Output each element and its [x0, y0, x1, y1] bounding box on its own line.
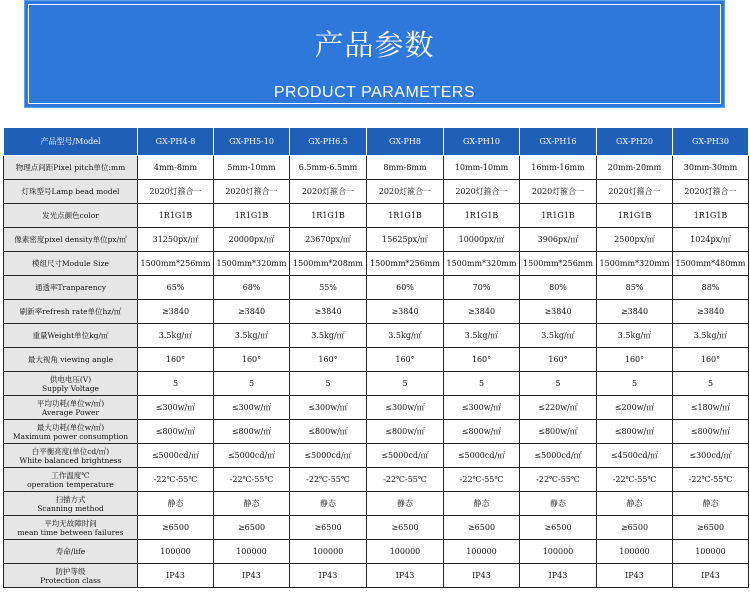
- value-cell: ≤800w/㎡: [597, 420, 673, 444]
- table-row: [4, 276, 749, 300]
- value-cell: 静态: [138, 492, 214, 516]
- row-label-line: White balanced brightness: [19, 455, 122, 465]
- value-cell: 1R1G1B: [673, 204, 749, 228]
- row-label-cell: [4, 300, 138, 324]
- value-cell: 5: [444, 372, 520, 396]
- value-cell: IP43: [673, 564, 749, 588]
- row-label-cell: [4, 372, 138, 396]
- value-cell: 31250px/㎡: [138, 228, 214, 252]
- value-cell: ≤800w/㎡: [138, 420, 214, 444]
- value-cell: ≤300w/㎡: [138, 396, 214, 420]
- value-cell: 1R1G1B: [520, 204, 597, 228]
- parameters-table-wrapper: [3, 127, 748, 599]
- row-label-line: 平均功耗(单位w/㎡): [36, 398, 105, 408]
- row-label-cell: [4, 420, 138, 444]
- value-cell: ≥3840: [444, 300, 520, 324]
- value-cell: ≥6500: [214, 516, 290, 540]
- value-cell: ≤5000cd/㎡: [138, 444, 214, 468]
- value-cell: -22℃-55℃: [367, 468, 444, 492]
- value-cell: IP43: [520, 564, 597, 588]
- value-cell: 55%: [290, 276, 367, 300]
- value-cell: 3.5kg/㎡: [367, 324, 444, 348]
- parameters-table: [3, 127, 749, 588]
- model-header: GX-PH6.5: [290, 128, 367, 156]
- value-cell: ≤220w/㎡: [520, 396, 597, 420]
- value-cell: ≤4500cd/㎡: [597, 444, 673, 468]
- row-label-line: mean time between failures: [17, 527, 124, 537]
- value-cell: IP43: [290, 564, 367, 588]
- value-cell: -22℃-55℃: [444, 468, 520, 492]
- value-cell: 10mm-10mm: [444, 156, 520, 180]
- value-cell: 2500px/㎡: [597, 228, 673, 252]
- value-cell: 68%: [214, 276, 290, 300]
- table-row: [4, 492, 749, 516]
- value-cell: 5: [367, 372, 444, 396]
- table-row: [4, 372, 749, 396]
- table-row: [4, 420, 749, 444]
- value-cell: 静态: [290, 492, 367, 516]
- value-cell: 2020灯箍合一: [367, 180, 444, 204]
- value-cell: 1500mm*256mm: [367, 252, 444, 276]
- value-cell: 30mm-30mm: [673, 156, 749, 180]
- value-cell: 3.5kg/㎡: [214, 324, 290, 348]
- value-cell: 1500mm*320mm: [214, 252, 290, 276]
- value-cell: 静态: [444, 492, 520, 516]
- value-cell: ≥3840: [673, 300, 749, 324]
- value-cell: 100000: [597, 540, 673, 564]
- value-cell: 2020灯箍合一: [673, 180, 749, 204]
- value-cell: 6.5mm-6.5mm: [290, 156, 367, 180]
- row-label-cell: [4, 444, 138, 468]
- value-cell: 100000: [367, 540, 444, 564]
- value-cell: 静态: [673, 492, 749, 516]
- value-cell: 20mm-20mm: [597, 156, 673, 180]
- value-cell: 3.5kg/㎡: [673, 324, 749, 348]
- value-cell: ≤300w/㎡: [290, 396, 367, 420]
- value-cell: 2020灯箍合一: [444, 180, 520, 204]
- row-label-cell: [4, 228, 138, 252]
- row-label-line: 最大功耗(单位w/㎡): [36, 422, 105, 432]
- value-cell: 23670px/㎡: [290, 228, 367, 252]
- row-label-cell: [4, 324, 138, 348]
- value-cell: ≤5000cd/㎡: [367, 444, 444, 468]
- value-cell: -22℃-55℃: [597, 468, 673, 492]
- value-cell: ≥3840: [367, 300, 444, 324]
- value-cell: ≤300cd/㎡: [673, 444, 749, 468]
- row-label-line: 发光点颜色color: [42, 211, 99, 220]
- model-header: GX-PH30: [673, 128, 749, 156]
- row-label-line: 寿命/life: [55, 547, 86, 556]
- value-cell: 60%: [367, 276, 444, 300]
- value-cell: 8mm-8mm: [367, 156, 444, 180]
- table-row: [4, 180, 749, 204]
- value-cell: 1500mm*256mm: [138, 252, 214, 276]
- value-cell: 2020灯箍合一: [597, 180, 673, 204]
- value-cell: ≤800w/㎡: [214, 420, 290, 444]
- value-cell: 160°: [673, 348, 749, 372]
- row-label-line: 模组尺寸Module Size: [32, 259, 109, 268]
- table-header-row: [4, 128, 749, 156]
- value-cell: 1R1G1B: [290, 204, 367, 228]
- value-cell: -22℃-55℃: [673, 468, 749, 492]
- value-cell: -22℃-55℃: [520, 468, 597, 492]
- row-label-line: 物理点间距Pixel pitch单位:mm: [15, 163, 126, 172]
- table-body: [4, 156, 749, 588]
- value-cell: 100000: [214, 540, 290, 564]
- value-cell: -22℃-55℃: [138, 468, 214, 492]
- value-cell: 1R1G1B: [214, 204, 290, 228]
- row-label-line: 平均无故障时间: [44, 518, 97, 528]
- row-label-line: 像素密度pixel density单位px/㎡: [14, 235, 127, 244]
- value-cell: 100000: [138, 540, 214, 564]
- value-cell: IP43: [597, 564, 673, 588]
- value-cell: ≥3840: [214, 300, 290, 324]
- table-row: [4, 324, 749, 348]
- value-cell: ≤5000cd/㎡: [520, 444, 597, 468]
- value-cell: 5: [138, 372, 214, 396]
- row-label-cell: [4, 564, 138, 588]
- value-cell: ≤800w/㎡: [290, 420, 367, 444]
- value-cell: -22℃-55℃: [214, 468, 290, 492]
- value-cell: ≥6500: [290, 516, 367, 540]
- value-cell: 1500mm*208mm: [290, 252, 367, 276]
- value-cell: ≤800w/㎡: [367, 420, 444, 444]
- value-cell: 5: [290, 372, 367, 396]
- row-label-line: 通透率Tranparency: [35, 283, 106, 292]
- row-label-cell: [4, 276, 138, 300]
- value-cell: -22℃-55℃: [290, 468, 367, 492]
- value-cell: ≤300w/㎡: [444, 396, 520, 420]
- row-label-line: 白平衡亮度(单位cd/㎡): [31, 446, 110, 456]
- value-cell: 2020灯箍合一: [290, 180, 367, 204]
- row-label-cell: [4, 204, 138, 228]
- value-cell: 3.5kg/㎡: [290, 324, 367, 348]
- model-header: GX-PH4-8: [138, 128, 214, 156]
- row-label-cell: [4, 516, 138, 540]
- value-cell: ≥6500: [520, 516, 597, 540]
- value-cell: 100000: [290, 540, 367, 564]
- row-label-line: operation temperature: [27, 479, 114, 489]
- value-cell: IP43: [214, 564, 290, 588]
- table-row: [4, 252, 749, 276]
- value-cell: 3.5kg/㎡: [597, 324, 673, 348]
- value-cell: 静态: [214, 492, 290, 516]
- table-row: [4, 228, 749, 252]
- value-cell: 4mm-8mm: [138, 156, 214, 180]
- model-header: GX-PH16: [520, 128, 597, 156]
- value-cell: ≤200w/㎡: [597, 396, 673, 420]
- row-label-cell: [4, 540, 138, 564]
- value-cell: 160°: [214, 348, 290, 372]
- value-cell: 3906px/㎡: [520, 228, 597, 252]
- row-label-line: Average Power: [41, 407, 100, 417]
- value-cell: ≤180w/㎡: [673, 396, 749, 420]
- row-label-line: 扫描方式: [55, 494, 86, 504]
- value-cell: 3.5kg/㎡: [444, 324, 520, 348]
- value-cell: 2020灯箍合一: [214, 180, 290, 204]
- row-label-cell: [4, 468, 138, 492]
- value-cell: 2020灯箍合一: [520, 180, 597, 204]
- value-cell: 3.5kg/㎡: [138, 324, 214, 348]
- value-cell: 5: [520, 372, 597, 396]
- row-label-line: Protection class: [40, 575, 101, 585]
- value-cell: 100000: [444, 540, 520, 564]
- value-cell: 100000: [520, 540, 597, 564]
- value-cell: 静态: [597, 492, 673, 516]
- model-header: GX-PH20: [597, 128, 673, 156]
- value-cell: 1500mm*320mm: [444, 252, 520, 276]
- value-cell: 80%: [520, 276, 597, 300]
- value-cell: ≤800w/㎡: [673, 420, 749, 444]
- row-label-line: Scanning method: [37, 503, 104, 513]
- value-cell: 16mm-16mm: [520, 156, 597, 180]
- row-label-cell: [4, 396, 138, 420]
- model-header: GX-PH8: [367, 128, 444, 156]
- value-cell: 1500mm*320mm: [597, 252, 673, 276]
- value-cell: 5: [673, 372, 749, 396]
- value-cell: 1R1G1B: [444, 204, 520, 228]
- table-row: [4, 564, 749, 588]
- value-cell: 1R1G1B: [367, 204, 444, 228]
- page-subtitle: PRODUCT PARAMETERS: [273, 84, 476, 101]
- row-label-line: 灯珠型号Lamp bead model: [21, 187, 120, 196]
- value-cell: 160°: [444, 348, 520, 372]
- row-label-cell: [4, 492, 138, 516]
- value-cell: ≥3840: [520, 300, 597, 324]
- value-cell: 10000px/㎡: [444, 228, 520, 252]
- value-cell: ≥6500: [597, 516, 673, 540]
- value-cell: 1R1G1B: [597, 204, 673, 228]
- value-cell: 160°: [597, 348, 673, 372]
- value-cell: IP43: [367, 564, 444, 588]
- value-cell: ≤5000cd/㎡: [444, 444, 520, 468]
- model-header: GX-PH10: [444, 128, 520, 156]
- value-cell: ≥6500: [367, 516, 444, 540]
- value-cell: 160°: [520, 348, 597, 372]
- value-cell: 20000px/㎡: [214, 228, 290, 252]
- value-cell: ≥6500: [444, 516, 520, 540]
- value-cell: ≤800w/㎡: [444, 420, 520, 444]
- value-cell: ≤300w/㎡: [214, 396, 290, 420]
- value-cell: 5: [214, 372, 290, 396]
- value-cell: 160°: [138, 348, 214, 372]
- value-cell: ≤800w/㎡: [520, 420, 597, 444]
- value-cell: ≥3840: [138, 300, 214, 324]
- row-label-line: 供电电压(V): [49, 374, 92, 384]
- row-label-line: 重量Weight单位kg/㎡: [32, 331, 109, 340]
- row-label-cell: [4, 252, 138, 276]
- row-label-cell: [4, 180, 138, 204]
- value-cell: 1500mm*480mm: [673, 252, 749, 276]
- row-label-cell: [4, 156, 138, 180]
- table-row: [4, 348, 749, 372]
- value-cell: 5mm-10mm: [214, 156, 290, 180]
- value-cell: 100000: [673, 540, 749, 564]
- value-cell: 1R1G1B: [138, 204, 214, 228]
- value-cell: IP43: [138, 564, 214, 588]
- table-row: [4, 396, 749, 420]
- header-label-cell: 产品型号/Model: [4, 128, 138, 156]
- value-cell: 88%: [673, 276, 749, 300]
- value-cell: 静态: [367, 492, 444, 516]
- value-cell: ≥3840: [597, 300, 673, 324]
- value-cell: ≥6500: [673, 516, 749, 540]
- value-cell: 70%: [444, 276, 520, 300]
- table-row: [4, 204, 749, 228]
- value-cell: ≥3840: [290, 300, 367, 324]
- value-cell: 85%: [597, 276, 673, 300]
- value-cell: IP43: [444, 564, 520, 588]
- table-row: [4, 444, 749, 468]
- table-row: [4, 516, 749, 540]
- table-row: [4, 540, 749, 564]
- row-label-line: 刷新率refresh rate单位hz/㎡: [19, 307, 122, 316]
- value-cell: ≤5000cd/㎡: [214, 444, 290, 468]
- value-cell: 3.5kg/㎡: [520, 324, 597, 348]
- value-cell: 160°: [290, 348, 367, 372]
- value-cell: 15625px/㎡: [367, 228, 444, 252]
- table-row: [4, 156, 749, 180]
- value-cell: 160°: [367, 348, 444, 372]
- page-title: 产品参数: [314, 28, 435, 62]
- table-row: [4, 300, 749, 324]
- value-cell: 1500mm*256mm: [520, 252, 597, 276]
- row-label-line: 防护等级: [55, 566, 86, 576]
- value-cell: 65%: [138, 276, 214, 300]
- row-label-line: 最大视角 viewing angle: [27, 355, 114, 364]
- value-cell: 静态: [520, 492, 597, 516]
- value-cell: 5: [597, 372, 673, 396]
- value-cell: 2020灯箍合一: [138, 180, 214, 204]
- header-banner: [24, 0, 725, 108]
- value-cell: ≥6500: [138, 516, 214, 540]
- row-label-line: Supply Voltage: [42, 383, 99, 393]
- table-row: [4, 468, 749, 492]
- value-cell: ≤5000cd/㎡: [290, 444, 367, 468]
- model-header: GX-PH5-10: [214, 128, 290, 156]
- value-cell: ≤300w/㎡: [367, 396, 444, 420]
- value-cell: 1024px/㎡: [673, 228, 749, 252]
- row-label-cell: [4, 348, 138, 372]
- row-label-line: Maximum power consumption: [12, 431, 129, 441]
- row-label-line: 工作温度℃: [51, 470, 90, 480]
